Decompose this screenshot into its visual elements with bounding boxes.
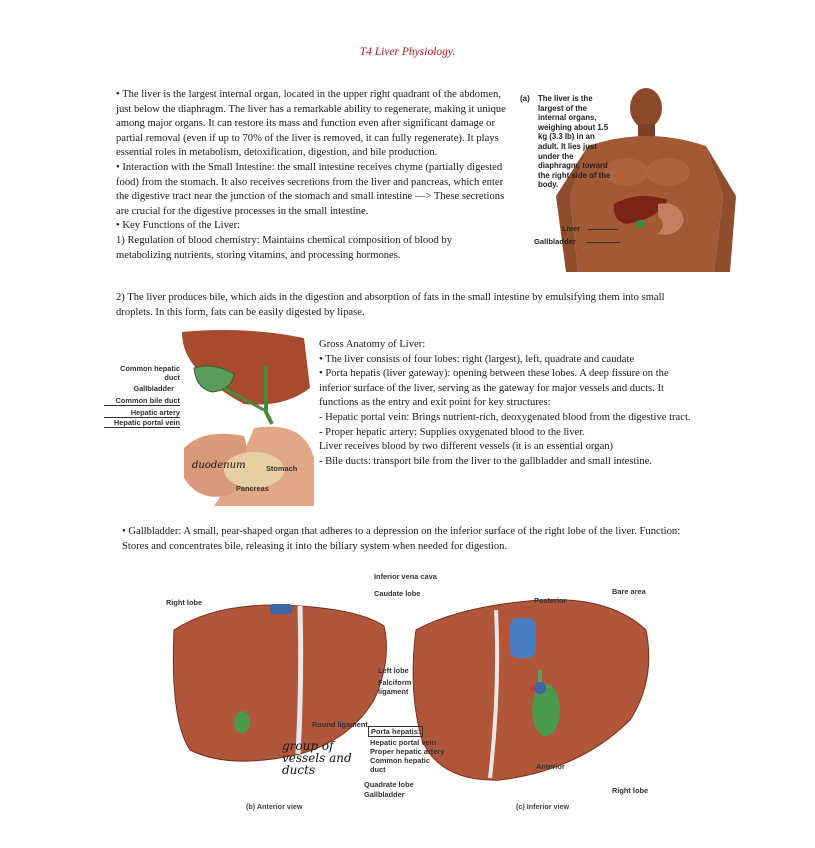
label-left-lobe: Left lobe — [378, 666, 409, 675]
duct-label-hepatic-portal-vein: Hepatic portal vein — [104, 418, 180, 428]
gross-anatomy-heading: Gross Anatomy of Liver: — [319, 339, 426, 350]
label-bare-area: Bare area — [612, 587, 646, 596]
gross-anatomy-porta-hepatis: • Porta hepatis (liver gateway): opening between these lobes. A deep fissure on the inferior surface of the liver, serving as the gateway for major vessels and ducts. It functions as the entry and exit point for key structures: — [319, 368, 669, 409]
duct-label-gallbladder: Gallbladder — [133, 384, 174, 393]
gross-anatomy-text — [319, 338, 703, 469]
figure-a — [518, 86, 738, 272]
stomach-label: Stomach — [266, 464, 298, 473]
figure-a-liver-label: Liver — [562, 224, 581, 233]
label-porta-hepatis: Porta hepatis: — [368, 726, 423, 737]
label-inferior-vena-cava: Inferior vena cava — [374, 572, 437, 581]
intro-paragraph-liver: • The liver is the largest internal organ, located in the upper right quadrant of the abdomen, just below the diaphragm. The liver has a remarkable ability to regenerate, making it unique among major organs. It can restore its mass and function even after significant damage or partial removal (even if up to 70% of the liver is removed, it can fully regenerate). It plays essential roles in metabolism, detoxification, digestion, and bile production. — [116, 89, 506, 159]
figure-liver-views — [160, 570, 660, 815]
caption-anterior-view: (b) Anterior view — [246, 802, 303, 811]
handwritten-note: group of vessels and ducts — [282, 739, 352, 777]
intro-text — [116, 88, 508, 263]
function-1: 1) Regulation of blood chemistry: Maintains chemical composition of blood by metabolizing nutrients, storing vitamins, and processing hormones. — [116, 234, 452, 261]
label-falciform-ligament: Falciform ligament — [378, 678, 412, 696]
gallbladder-block — [122, 525, 696, 554]
intro-paragraph-small-intestine: • Interaction with the Small Intestine: the small intestine receives chyme (partially digested food) from the stomach. It also receives secretions from the liver and pancreas, which enter the digestive tract near the junction of the stomach and small intestine —> These secretions are crucial for the digestive processes in the small intestine. — [116, 161, 505, 217]
gross-anatomy-portal-vein: - Hepatic portal vein: Brings nutrient-rich, deoxygenated blood from the digestive tract. — [319, 411, 691, 423]
function-2: 2) The liver produces bile, which aids in the digestion and absorption of fats in the small intestine by emulsifying them into small droplets. In this form, fats can be easily digested by lipase. — [116, 292, 665, 318]
page-title: T4 Liver Physiology. — [359, 46, 456, 58]
figure-a-tag: (a) — [520, 94, 530, 103]
duct-label-hepatic-artery: Hepatic artery — [104, 408, 180, 418]
label-quadrate-lobe: Quadrate lobe — [364, 780, 414, 789]
porta-proper-hepatic-artery: Proper hepatic artery — [370, 747, 445, 756]
function-2-block — [116, 291, 700, 320]
gross-anatomy-blood-supply: Liver receives blood by two different vessels (it is an essential organ) — [319, 441, 614, 453]
label-anterior: Anterior — [536, 762, 565, 771]
leader-line — [586, 242, 620, 243]
gross-anatomy-hepatic-artery: - Proper hepatic artery: Supplies oxygenated blood to the liver. — [319, 426, 585, 438]
caption-inferior-view: (c) Inferior view — [516, 802, 570, 811]
label-posterior: Posterior — [534, 596, 567, 605]
porta-hepatis-items — [370, 738, 444, 774]
label-right-lobe-anterior: Right lobe — [166, 598, 203, 607]
porta-hepatic-portal-vein: Hepatic portal vein — [370, 738, 437, 747]
figure-a-gallbladder-label: Gallbladder — [534, 237, 576, 246]
label-round-ligament: Round ligament — [312, 720, 368, 729]
key-functions-heading: • Key Functions of the Liver: — [116, 220, 241, 232]
porta-common-hepatic-duct: Common hepatic duct — [370, 756, 430, 774]
gallbladder-text: • Gallbladder: A small, pear-shaped organ that adheres to a depression on the inferior surface of the right lobe of the liver. Function: Stores and concentrates bile, releasing it into the biliary system when needed for digestion. — [122, 526, 681, 552]
pancreas-label: Pancreas — [236, 484, 269, 493]
gross-anatomy-bile-ducts: - Bile ducts: transport bile from the liver to the gallbladder and small intestine. — [319, 455, 653, 467]
label-right-lobe-inferior: Right lobe — [612, 786, 649, 795]
leader-line — [588, 229, 618, 230]
label-caudate-lobe: Caudate lobe — [374, 589, 421, 598]
duct-label-common-bile: Common bile duct — [104, 396, 180, 406]
figure-ducts — [104, 328, 314, 506]
handwritten-duodenum: duodenum — [192, 460, 246, 471]
duct-label-common-hepatic: Common hepatic duct — [120, 364, 180, 382]
label-gallbladder-bottom: Gallbladder — [364, 790, 405, 799]
figure-a-caption: The liver is the largest of the internal organs, weighing about 1.5 kg (3.3 lb) in an adult. It lies just under the diaphragm, toward the right side of the body. — [538, 94, 611, 190]
gross-anatomy-lobes: • The liver consists of four lobes: right (largest), left, quadrate and caudate — [319, 353, 635, 365]
